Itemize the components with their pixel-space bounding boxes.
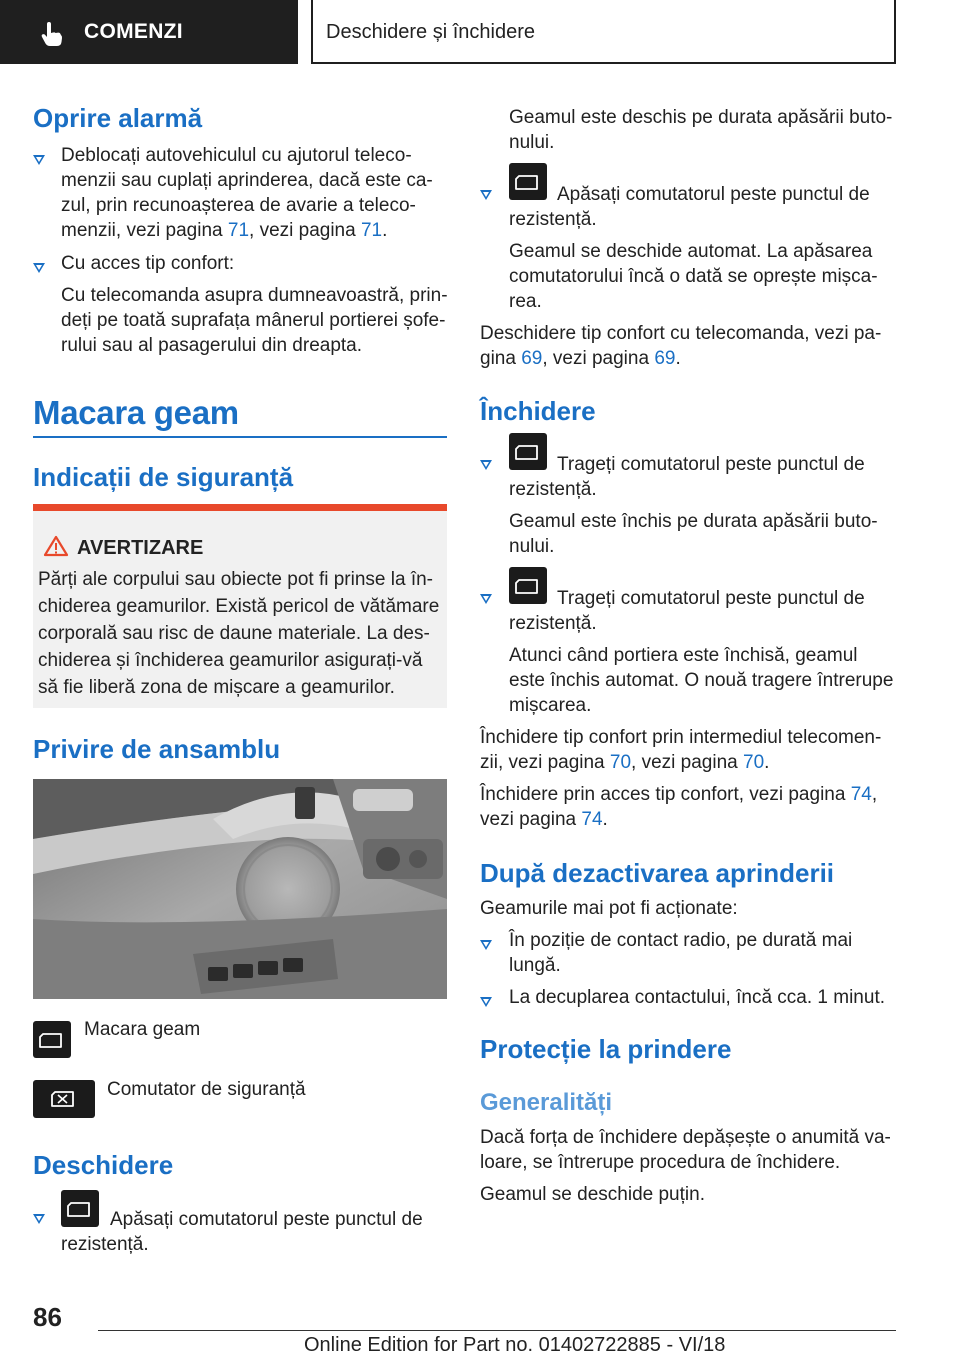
page-link[interactable]: 69 <box>654 348 676 369</box>
open-cont-line2: nului. <box>509 132 555 153</box>
open-item2-sub-line2: comutatorului încă o dată se oprește mișca- <box>509 266 878 287</box>
close-item1-sub-line2: nului. <box>509 536 555 557</box>
text-run: . <box>602 809 608 830</box>
alarm-item2-sub-line3: rului sau al pasagerului din dreapta. <box>61 335 363 356</box>
page-link[interactable]: 74 <box>850 784 872 805</box>
warning-line: corporală sau risc de daune materiale. La des- <box>38 623 430 644</box>
heading-alarm: Oprire alarmă <box>33 103 203 133</box>
page-number: 86 <box>33 1302 62 1332</box>
warning-text <box>38 566 443 701</box>
bullet-marker <box>33 155 45 165</box>
text-run: vezi pagina <box>480 809 582 830</box>
comfort-open-line1: Deschidere tip confort cu telecomanda, vezi pa- <box>480 323 882 344</box>
heading-ignition: După dezactivarea aprinderii <box>480 858 835 888</box>
window-switch-icon <box>509 163 547 200</box>
text-run: zii, vezi pagina <box>480 752 610 773</box>
footer-rule <box>98 1330 896 1331</box>
section-tab <box>0 0 298 64</box>
heading-overview: Privire de ansamblu <box>33 734 281 764</box>
bullet-marker <box>33 1214 45 1224</box>
open-item2-sub-line1: Geamul se deschide automat. La apăsarea <box>509 241 873 262</box>
page-link[interactable]: 70 <box>743 752 765 773</box>
open-cont-line1: Geamul este deschis pe durata apăsării buto- <box>509 107 893 128</box>
alarm-item1-line4 <box>61 218 387 244</box>
warning-line: chiderea și închiderea geamurilor asigurați-vă <box>38 650 423 671</box>
comfort-access-line2 <box>480 807 608 833</box>
window-switch-icon <box>509 433 547 470</box>
edition-note: Online Edition for Part no. 01402722885 - VI/18 <box>304 1334 726 1356</box>
hand-icon <box>38 20 66 48</box>
warning-line: Părți ale corpului sau obiecte pot fi prinse la în- <box>38 569 433 590</box>
page-link[interactable]: 71 <box>360 220 383 241</box>
page-link[interactable]: 70 <box>609 752 632 773</box>
section-label: COMENZI <box>84 20 183 43</box>
chapter-rule <box>33 436 447 438</box>
text-run: , vezi pagina <box>631 752 744 773</box>
chapter-tab <box>311 0 896 64</box>
page-header <box>0 0 960 66</box>
door-panel-illustration <box>33 779 447 999</box>
close-item1-sub-line1: Geamul este închis pe durata apăsării buto- <box>509 511 878 532</box>
chapter-label: Deschidere și închidere <box>326 21 535 43</box>
text-run: Închidere prin acces tip confort, vezi pagina <box>480 784 851 805</box>
text-run: gina <box>480 348 522 369</box>
open-item2-line2: rezistență. <box>509 209 597 230</box>
alarm-item1-line2: menzii sau cuplați aprinderea, dacă este ca- <box>61 170 433 191</box>
window-switch-icon <box>61 1190 99 1227</box>
comfort-close-line2 <box>480 750 769 776</box>
ignition-item1-line1: În poziție de contact radio, pe durată mai <box>509 930 853 951</box>
warning-line: să fie liberă zona de mișcare a geamurilor. <box>38 677 395 698</box>
text-run: . <box>675 348 681 369</box>
heading-safety: Indicații de siguranță <box>33 462 294 492</box>
open-item1-line1: Apăsați comutatorul peste punctul de <box>110 1209 423 1230</box>
close-item2-sub-line2: este închis automat. O nouă tragere întrerupe <box>509 670 894 691</box>
text-run: . <box>382 220 388 241</box>
close-item2-line1: Trageți comutatorul peste punctul de <box>557 588 865 609</box>
comfort-close-line1: Închidere tip confort prin intermediul telecomen- <box>480 727 882 748</box>
chapter-title: Macara geam <box>33 394 239 431</box>
ignition-item2: La decuplarea contactului, încă cca. 1 minut. <box>509 987 886 1008</box>
text-run: , vezi pagina <box>542 348 655 369</box>
bullet-marker <box>480 940 492 950</box>
legend-safety-switch: Comutator de siguranță <box>107 1079 306 1100</box>
general-line1: Dacă forța de închidere depășește o anumită va- <box>480 1127 891 1148</box>
open-item1-line2: rezistență. <box>61 1234 149 1255</box>
close-item2-line2: rezistență. <box>509 613 597 634</box>
bullet-marker <box>480 997 492 1007</box>
general-line2: loare, se întrerupe procedura de închidere. <box>480 1152 841 1173</box>
alarm-item2: Cu acces tip confort: <box>61 253 235 274</box>
heading-general: Generalități <box>480 1089 613 1116</box>
text-run: , vezi pagina <box>249 220 361 241</box>
warning-title: AVERTIZARE <box>77 537 204 559</box>
heading-protection: Protecție la prindere <box>480 1034 732 1064</box>
page-link[interactable]: 69 <box>521 348 543 369</box>
bullet-marker <box>480 594 492 604</box>
alarm-item1-line3: zul, prin recunoașterea de avarie a teleco- <box>61 195 416 216</box>
page-link[interactable]: 74 <box>581 809 603 830</box>
warning-box <box>33 504 447 708</box>
alarm-item1-line1: Deblocați autovehiculul cu ajutorul teleco- <box>61 145 412 166</box>
text-run: , <box>871 784 878 805</box>
heading-close: Închidere <box>480 396 596 426</box>
alarm-item2-sub-line2: deți pe toată suprafața mânerul portierei șofe- <box>61 310 446 331</box>
comfort-access-line1 <box>480 782 877 808</box>
warning-line: chiderea geamurilor. Există pericol de vătămare <box>38 596 440 617</box>
page-link[interactable]: 71 <box>227 220 250 241</box>
window-switch-icon <box>509 567 547 604</box>
ignition-item1-line2: lungă. <box>509 955 561 976</box>
heading-open: Deschidere <box>33 1150 174 1180</box>
text-run: menzii, vezi pagina <box>61 220 228 241</box>
bullet-marker <box>33 263 45 273</box>
alarm-item2-sub-line1: Cu telecomanda asupra dumneavoastră, prin- <box>61 285 448 306</box>
legend-window-lifter: Macara geam <box>84 1019 201 1040</box>
text-run: . <box>764 752 770 773</box>
ignition-intro: Geamurile mai pot fi acționate: <box>480 898 738 919</box>
bullet-marker <box>480 460 492 470</box>
warning-icon <box>43 535 69 557</box>
close-item2-sub-line1: Atunci când portiera este închisă, geamul <box>509 645 858 666</box>
comfort-open-line2 <box>480 346 681 372</box>
general-line3: Geamul se deschide puțin. <box>480 1184 705 1205</box>
close-item2-sub-line3: mișcarea. <box>509 695 592 716</box>
door-panel-photo <box>33 779 447 999</box>
open-item2-line1: Apăsați comutatorul peste punctul de <box>557 184 870 205</box>
close-item1-line2: rezistență. <box>509 479 597 500</box>
bullet-marker <box>480 190 492 200</box>
close-item1-line1: Trageți comutatorul peste punctul de <box>557 454 865 475</box>
safety-switch-icon <box>33 1080 95 1118</box>
window-switch-icon <box>33 1021 71 1058</box>
open-item2-sub-line3: rea. <box>509 291 542 312</box>
